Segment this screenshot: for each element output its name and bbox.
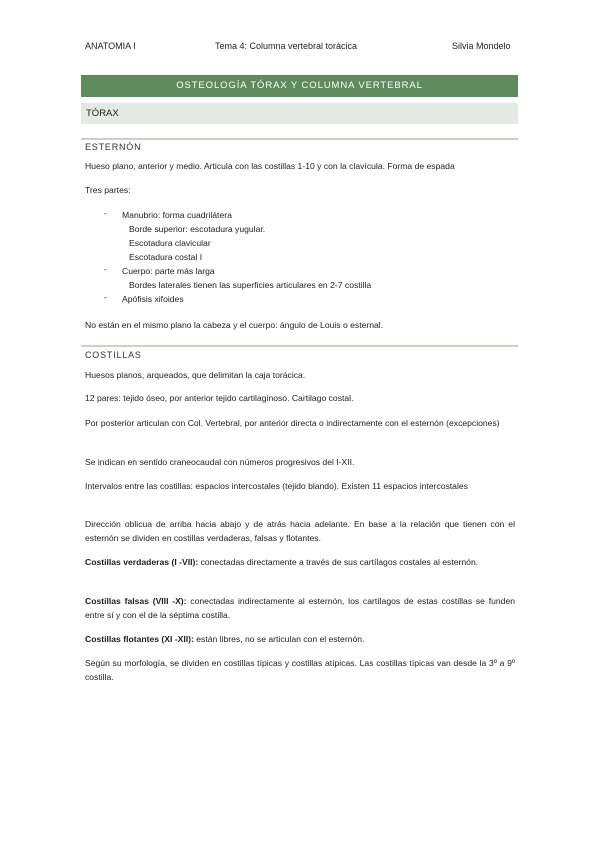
costillas-paragraph: Por posterior articulan con Col. Vertebral, por anterior directa o indirectamente con el esternón (excepciones) [85, 418, 500, 428]
costillas-paragraph: Intervalos entre las costillas: espacios intercostales (tejido blando). Existen 11 espacios intercostales [85, 481, 468, 491]
esternon-intro: Hueso plano, anterior y medio. Articula con las costillas 1-10 y con la clavícula. Forma de espada [85, 161, 455, 171]
list-item: Apófisis xifoides [122, 294, 184, 304]
section-title-esternon: ESTERNÓN [85, 142, 142, 152]
header-left: ANATOMIA I [85, 41, 136, 51]
list-subitem: Bordes laterales tienen las superficies articulares en 2-7 costilla [129, 280, 372, 290]
header-center: Tema 4: Columna vertebral torácica [215, 41, 358, 51]
costillas-paragraph: Según su morfología, se dividen en costillas típicas y costillas atípicas. Las costillas típicas van desde la 3º a 9º costilla. [85, 658, 515, 682]
costillas-paragraph: 12 pares: tejido óseo, por anterior tejido cartilaginoso. Cartilago costal. [85, 393, 354, 403]
header-right: Silvia Mondelo [452, 41, 511, 51]
esternon-closing: No están en el mismo plano la cabeza y el cuerpo: ángulo de Louis o esternal. [85, 320, 384, 330]
term-description: conectadas indirectamente al esternón, los cartílagos de estas costillas se funden entre sí y con el de la séptima costilla. [85, 596, 515, 620]
list-item: Manubrio: forma cuadrilátera [122, 210, 232, 220]
costillas-paragraph: Se indican en sentido craneocaudal con números progresivos del I-XII. [85, 457, 355, 467]
section-title-costillas: COSTILLAS [85, 350, 142, 360]
section-banner: OSTEOLOGÍA TÓRAX Y COLUMNA VERTEBRAL [81, 75, 518, 97]
term-description: conectadas directamente a través de sus cartílagos costales al esternón. [198, 557, 479, 567]
costillas-verdaderas [85, 555, 515, 569]
list-dash: - [104, 264, 107, 274]
subheading-torax: TÓRAX [81, 103, 518, 124]
list-subitem: Escotadura costal I [129, 252, 203, 262]
section-divider [81, 138, 518, 140]
costillas-paragraph: Huesos planos, arqueados, que delimitan la caja torácica. [85, 370, 306, 380]
list-subitem: Borde superior: escotadura yugular. [129, 224, 266, 234]
costillas-falsas [85, 594, 515, 622]
list-item: Cuerpo: parte más larga [122, 266, 215, 276]
term-description: están libres, no se articulan con el esternón. [193, 634, 365, 644]
term-bold: Costillas verdaderas (I -VII): [85, 557, 199, 567]
term-bold: Costillas flotantes (XI -XII): [85, 634, 194, 644]
section-divider [81, 345, 518, 347]
list-subitem: Escotadura clavicular [129, 238, 211, 248]
esternon-parts-label: Tres partes: [85, 185, 131, 195]
list-dash: - [104, 208, 107, 218]
list-dash: - [104, 292, 107, 302]
costillas-flotantes [85, 632, 515, 646]
costillas-paragraph: Dirección oblicua de arriba hacia abajo y de atrás hacia adelante. En base a la relación que tienen con el esternón se dividen en costillas verdaderas, falsas y flotantes. [85, 519, 515, 543]
term-bold: Costillas falsas (VIII -X): [85, 596, 187, 606]
